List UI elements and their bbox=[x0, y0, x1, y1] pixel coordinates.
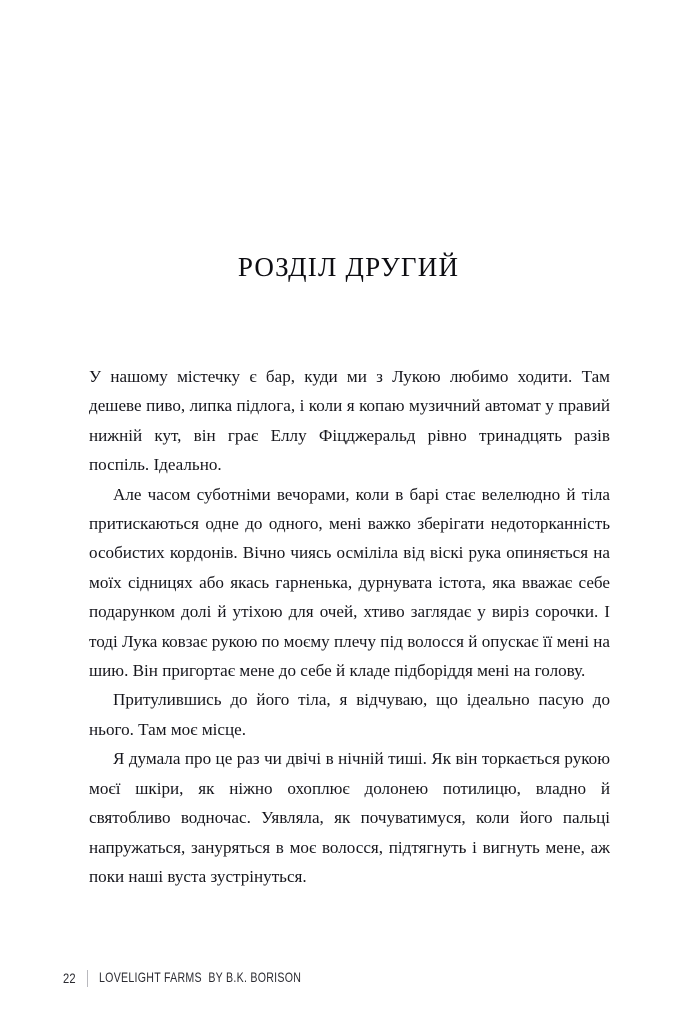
footer-divider bbox=[87, 970, 88, 987]
page-number: 22 bbox=[63, 970, 76, 986]
paragraph: Я думала про це раз чи двічі в нічній тиші. Як він торкається рукою моєї шкіри, як ніжно охоплює долонею потилицю, владно й святобливо водночас. Уявляла, як почуватимуся, коли його пальці напружаться, зануряться в моє волосся, підтягнуть і вигнуть мене, аж поки наші вуста зустрінуться. bbox=[89, 749, 610, 886]
book-title: LOVELIGHT FARMS BY B.K. BORISON bbox=[98, 970, 302, 985]
chapter-heading: РОЗДІЛ ДРУГИЙ bbox=[237, 252, 460, 283]
running-footer bbox=[63, 968, 358, 988]
paragraph: Але часом суботніми вечорами, коли в барі стає велелюдно й тіла притискаються одне до одного, мені важко зберігати недоторканність особистих кордонів. Вічно чиясь осміліла від віскі рука опиняється на моїх сідницях або якась гарненька, дурнувата істота, яка вважає себе подарунком долі й утіхою для очей, хтиво заглядає у виріз сорочки. І тоді Лука ковзає рукою по моєму плечу під волосся й опускає її мені на шию. Він пригортає мене до себе й кладе підборіддя мені на голову. bbox=[89, 484, 610, 681]
paragraph: Притулившись до його тіла, я відчуваю, що ідеально пасую до нього. Там моє місце. bbox=[89, 690, 610, 739]
paragraph: У нашому містечку є бар, куди ми з Лукою любимо ходити. Там дешеве пиво, липка підлога, і коли я копаю музичний автомат у правий нижній кут, він грає Еллу Фіцджеральд рівно тринадцять разів поспіль. Ідеально. bbox=[89, 367, 610, 475]
body-text-block bbox=[89, 362, 610, 891]
